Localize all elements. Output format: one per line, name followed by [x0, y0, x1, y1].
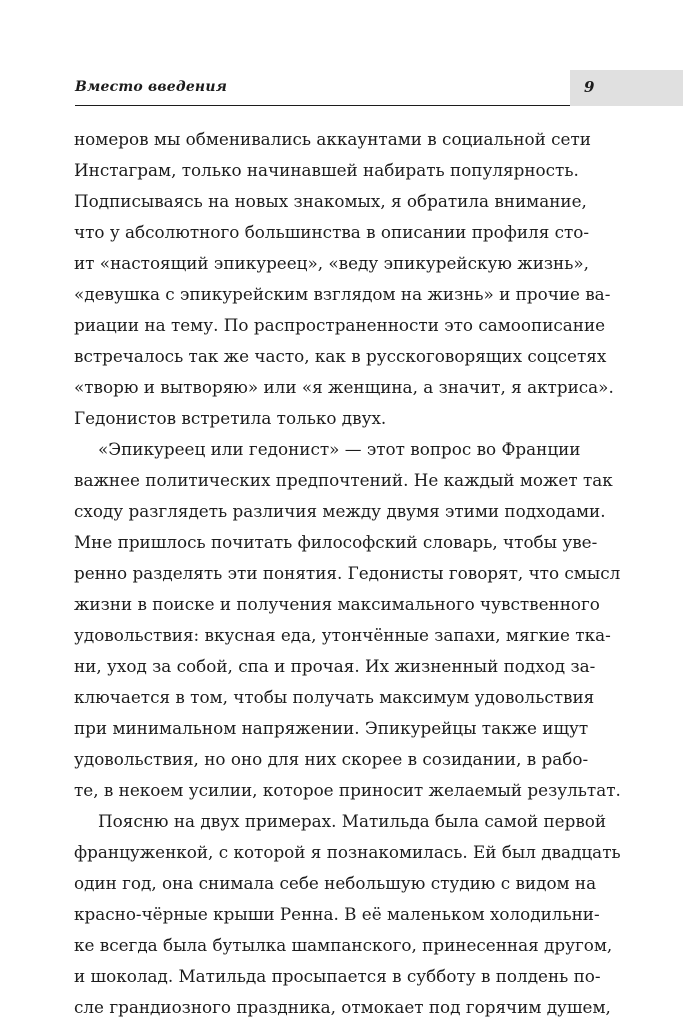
text-line: и шоколад. Матильда просыпается в субботу в полдень по-: [74, 966, 601, 986]
text-line: один год, она снимала себе небольшую студию с видом на: [74, 873, 597, 893]
text-line: удовольствия, но оно для них скорее в созидании, в рабо-: [74, 749, 589, 769]
text-line: красно-чёрные крыши Ренна. В её маленьком холодильни-: [74, 904, 600, 924]
text-line: ке всегда была бутылка шампанского, принесенная другом,: [74, 935, 613, 955]
running-header: [0, 70, 683, 106]
text-line: важнее политических предпочтений. Не каждый может так: [74, 470, 613, 490]
text-line: номеров мы обменивались аккаунтами в социальной сети: [74, 129, 591, 149]
text-line: сходу разглядеть различия между двумя этими подходами.: [74, 501, 606, 521]
page-number: 9: [584, 78, 595, 96]
header-rule: [75, 105, 570, 106]
text-line: риации на тему. По распространенности это самоописание: [74, 315, 606, 335]
text-line: те, в некоем усилии, которое приносит желаемый результат.: [74, 780, 621, 800]
text-line: что у абсолютного большинства в описании профиля сто-: [74, 222, 590, 242]
body-text: [74, 124, 621, 1023]
text-line: при минимальном напряжении. Эпикурейцы также ищут: [74, 718, 589, 738]
text-line: Подписываясь на новых знакомых, я обратила внимание,: [74, 191, 587, 211]
text-line: «девушка с эпикурейским взглядом на жизнь» и прочие ва-: [74, 284, 611, 304]
text-line: встречалось так же часто, как в русскоговорящих соцсетях: [74, 346, 607, 366]
text-line: сле грандиозного праздника, отмокает под горячим душем,: [74, 997, 611, 1017]
text-line: удовольствия: вкусная еда, утончённые запахи, мягкие тка-: [74, 625, 611, 645]
text-line: «Эпикуреец или гедонист» — этот вопрос во Франции: [98, 439, 581, 459]
text-line: Инстаграм, только начинавшей набирать популярность.: [74, 160, 579, 180]
text-line: Гедонистов встретила только двух.: [74, 408, 387, 428]
text-line: ни, уход за собой, спа и прочая. Их жизненный подход за-: [74, 656, 596, 676]
text-line: ит «настоящий эпикуреец», «веду эпикурейскую жизнь»,: [74, 253, 589, 273]
section-title: Вместо введения: [75, 79, 228, 95]
text-line: «творю и вытворяю» или «я женщина, а значит, я актриса».: [74, 377, 614, 397]
page-number-tab: [570, 70, 683, 106]
text-line: Поясню на двух примерах. Матильда была самой первой: [98, 811, 607, 831]
text-line: ренно разделять эти понятия. Гедонисты говорят, что смысл: [74, 563, 621, 583]
text-line: Мне пришлось почитать философский словарь, чтобы уве-: [74, 532, 598, 552]
text-line: француженкой, с которой я познакомилась. Ей был двадцать: [74, 842, 621, 862]
text-line: жизни в поиске и получения максимального чувственного: [74, 594, 600, 614]
text-line: ключается в том, чтобы получать максимум удовольствия: [74, 687, 595, 707]
